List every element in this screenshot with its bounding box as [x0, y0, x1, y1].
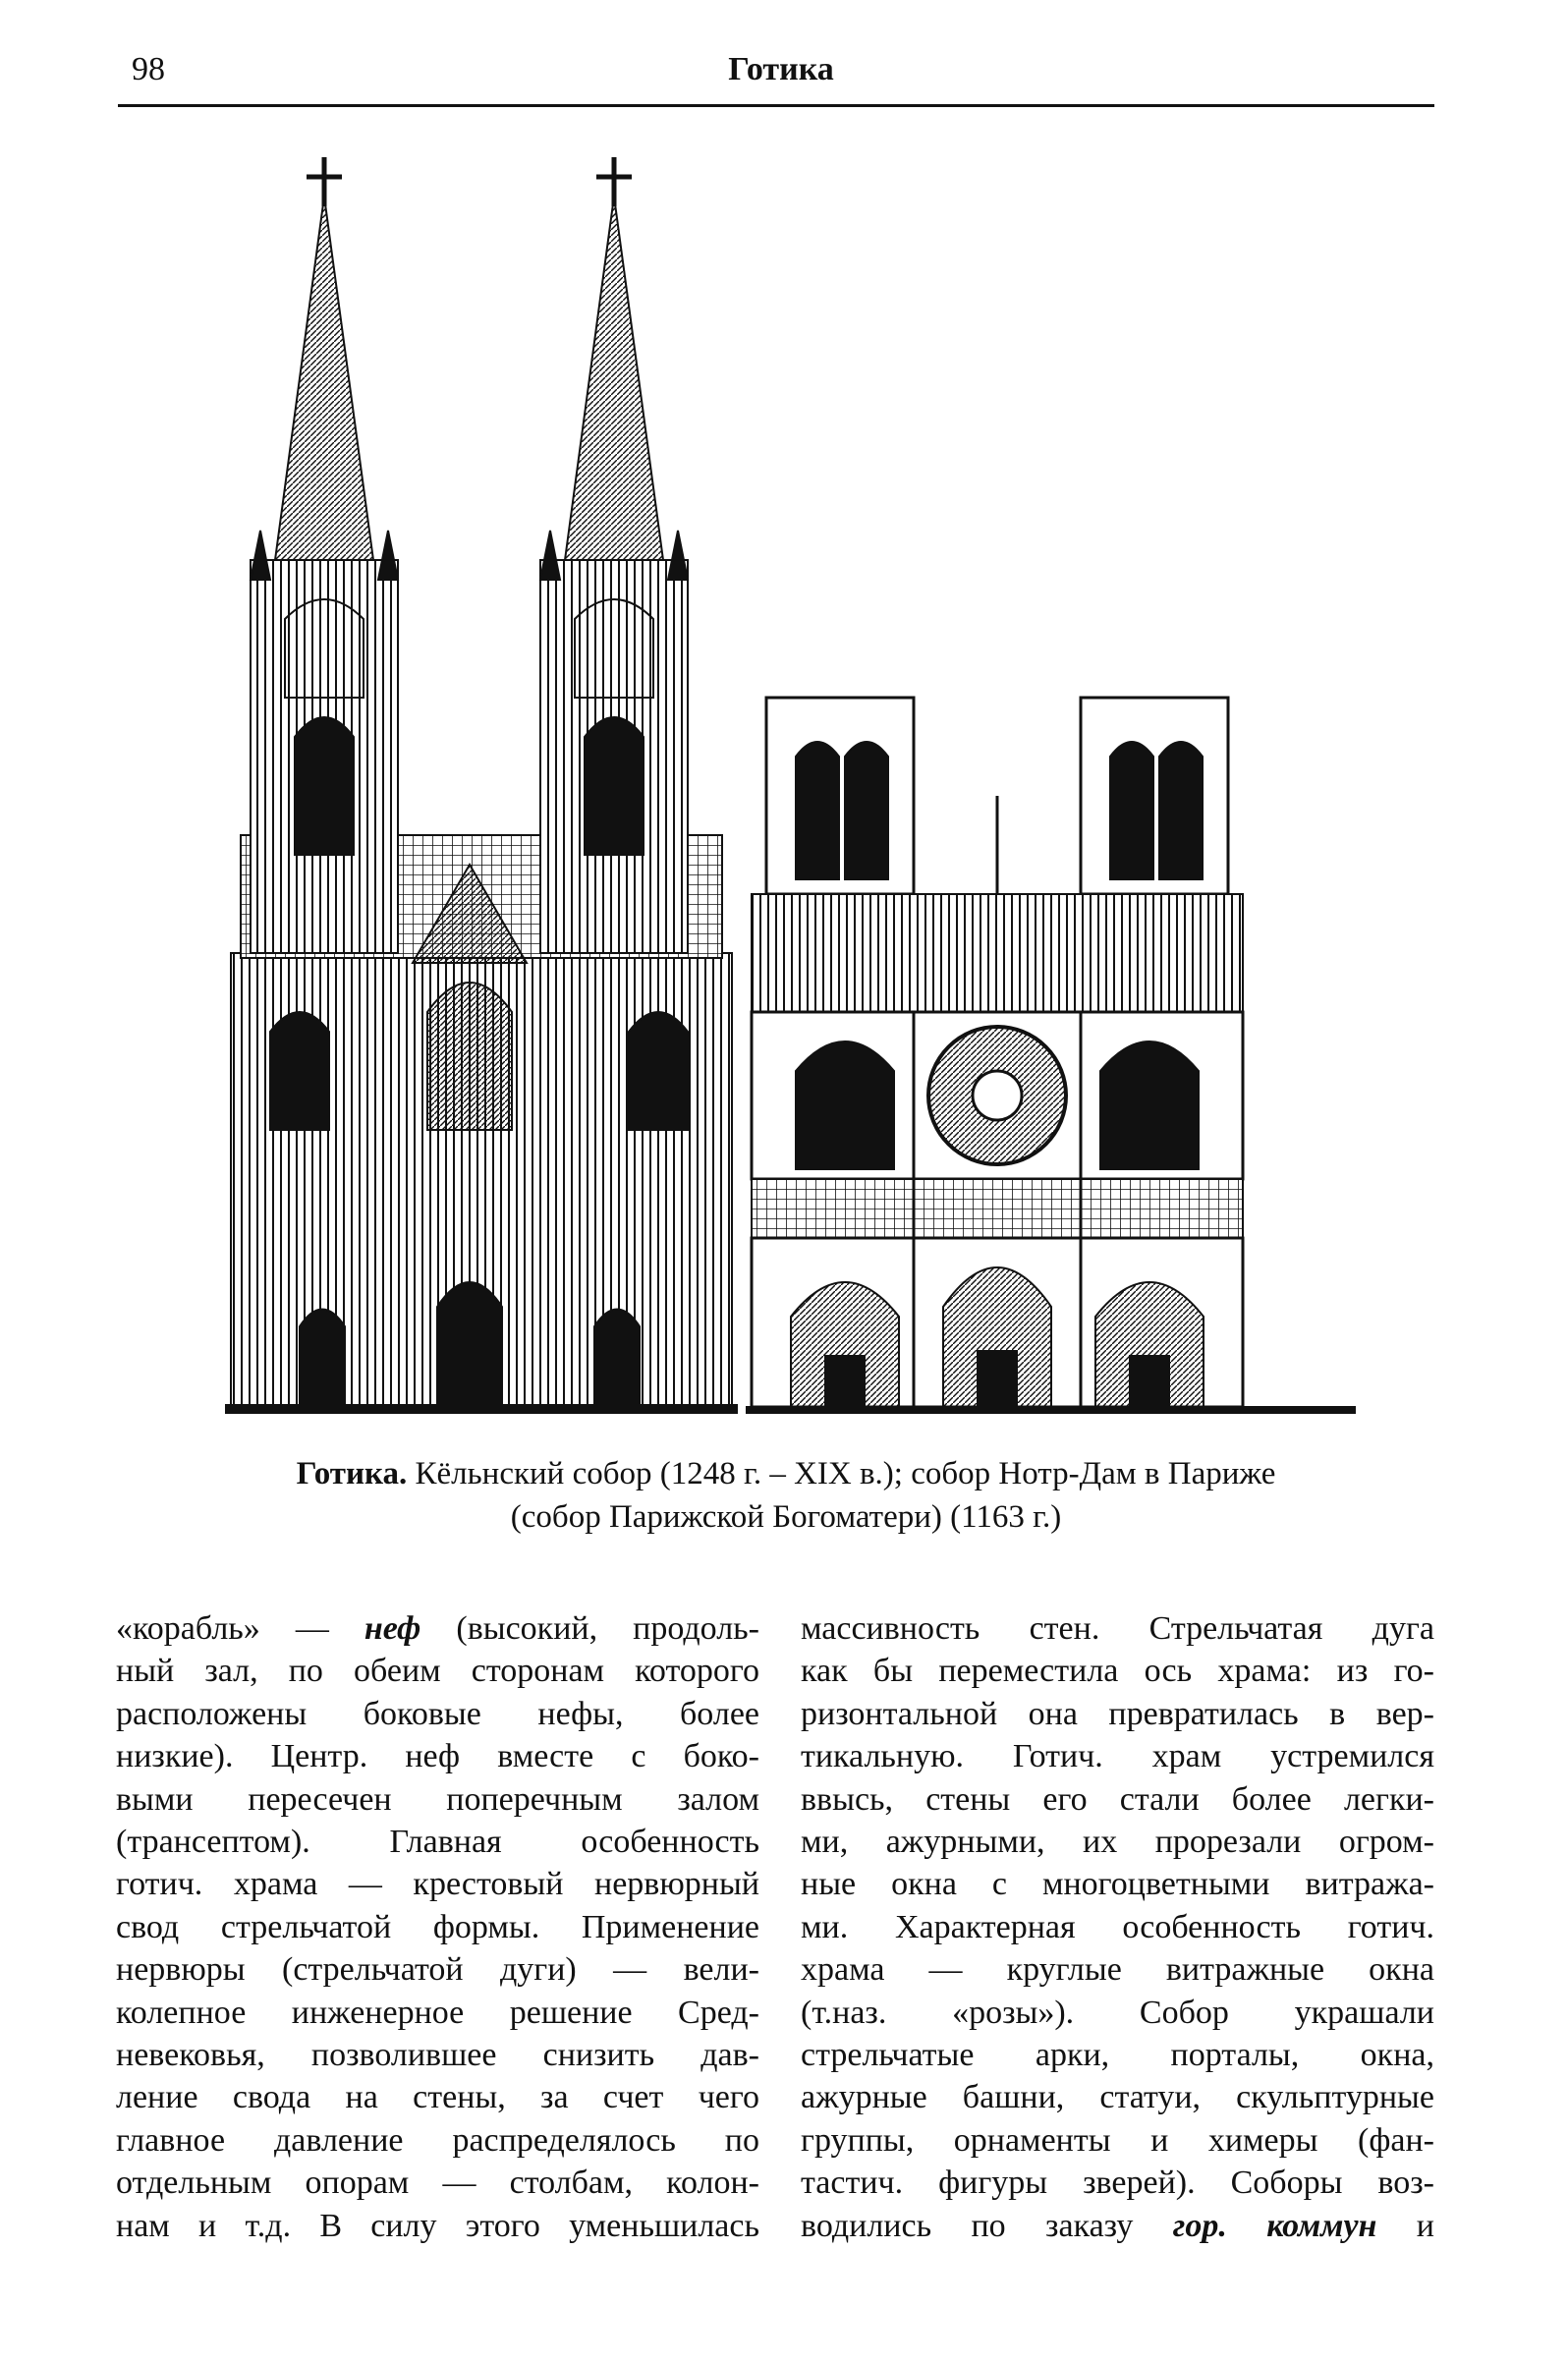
line-text: ный зал, по обеим сторонам которого [116, 1653, 759, 1690]
line-text: водились по заказу [801, 2207, 1173, 2244]
text-line [801, 1821, 1434, 1863]
line-text: ризонтальной она превратилась в вер- [801, 1695, 1434, 1732]
line-text: тикальную. Готич. храм устремился [801, 1738, 1434, 1775]
line-text: нам и т.д. В силу этого уменьшилась [116, 2207, 759, 2244]
text-line [116, 2205, 759, 2247]
line-text: выми пересечен поперечным залом [116, 1780, 759, 1818]
cathedrals-illustration [216, 147, 1356, 1425]
line-text: готич. храма — крестовый нервюрный [116, 1866, 759, 1903]
line-text: нервюры (стрельчатой дуги) — вели- [116, 1951, 759, 1989]
running-title: Готика [728, 51, 834, 87]
text-line [116, 2076, 759, 2118]
text-line [116, 1992, 759, 2034]
caption-bold: Готика. [296, 1456, 408, 1491]
text-line [801, 2076, 1434, 2118]
text-line [116, 2162, 759, 2204]
line-text: расположены боковые нефы, более [116, 1695, 759, 1732]
text-line [801, 1693, 1434, 1735]
line-text: (трансептом). Главная особенность [116, 1824, 759, 1861]
line-text: колепное инженерное решение Сред- [116, 1994, 759, 2031]
line-text: как бы переместила ось храма: из го- [801, 1653, 1434, 1690]
text-line [801, 1992, 1434, 2034]
text-line [801, 1607, 1434, 1650]
text-line [116, 1821, 759, 1863]
figure-caption [177, 1452, 1395, 1539]
line-text: (т.наз. «розы»). Собор украшали [801, 1994, 1434, 2031]
emphasized-term: гор. коммун [1172, 2207, 1377, 2244]
text-line [801, 1778, 1434, 1821]
text-line [116, 1863, 759, 1905]
line-text: ввысь, стены его стали более легки- [801, 1780, 1434, 1818]
text-line [116, 1607, 759, 1650]
text-line [116, 1693, 759, 1735]
line-text: «корабль» — [116, 1610, 364, 1647]
line-text: свод стрельчатой формы. Применение [116, 1908, 759, 1945]
line-text: низкие). Центр. неф вместе с боко- [116, 1738, 759, 1775]
line-text: ление свода на стены, за счет чего [116, 2079, 759, 2116]
text-line [116, 2119, 759, 2162]
line-text: (высокий, продоль- [420, 1610, 759, 1647]
text-line [801, 1650, 1434, 1692]
text-line [801, 1906, 1434, 1948]
right-column [801, 1607, 1434, 2247]
line-text: отдельным опорам — столбам, колон- [116, 2165, 759, 2202]
caption-line-2: (собор Парижской Богоматери) (1163 г.) [510, 1499, 1062, 1535]
emphasized-term: неф [364, 1610, 421, 1647]
text-line [801, 1863, 1434, 1905]
line-text: тастич. фигуры зверей). Соборы воз- [801, 2165, 1434, 2202]
line-text: ми, ажурными, их прорезали огром- [801, 1824, 1434, 1861]
line-text: группы, орнаменты и химеры (фан- [801, 2121, 1434, 2159]
text-line [801, 2205, 1434, 2247]
text-line [116, 2034, 759, 2076]
line-text: массивность стен. Стрельчатая дуга [801, 1610, 1434, 1647]
text-line [801, 1948, 1434, 1991]
text-line [116, 1948, 759, 1991]
text-line [801, 2034, 1434, 2076]
header-rule [118, 104, 1434, 107]
notre-dame-cathedral [747, 698, 1356, 1413]
line-text: ми. Характерная особенность готич. [801, 1908, 1434, 1945]
line-text: стрельчатые арки, порталы, окна, [801, 2037, 1434, 2074]
left-column [116, 1607, 759, 2247]
text-line [116, 1778, 759, 1821]
caption-text-1: Кёльнский собор (1248 г. – XIX в.); собор Нотр-Дам в Париже [407, 1456, 1276, 1491]
text-line [116, 1906, 759, 1948]
caption-line-1 [297, 1456, 1276, 1491]
text-line [801, 1735, 1434, 1777]
text-line [801, 2162, 1434, 2204]
text-line [116, 1735, 759, 1777]
text-line [116, 1650, 759, 1692]
page-header [118, 51, 1444, 100]
page-number: 98 [132, 51, 165, 87]
line-text: ажурные башни, статуи, скульптурные [801, 2079, 1434, 2116]
cologne-cathedral [226, 157, 737, 1413]
line-text: храма — круглые витражные окна [801, 1951, 1434, 1989]
text-line [801, 2119, 1434, 2162]
line-text: ные окна с многоцветными витража- [801, 1866, 1434, 1903]
line-text: главное давление распределялось по [116, 2121, 759, 2159]
cathedrals-drawing [216, 147, 1356, 1425]
line-text: и [1376, 2207, 1435, 2244]
line-text: невековья, позволившее снизить дав- [116, 2037, 759, 2074]
